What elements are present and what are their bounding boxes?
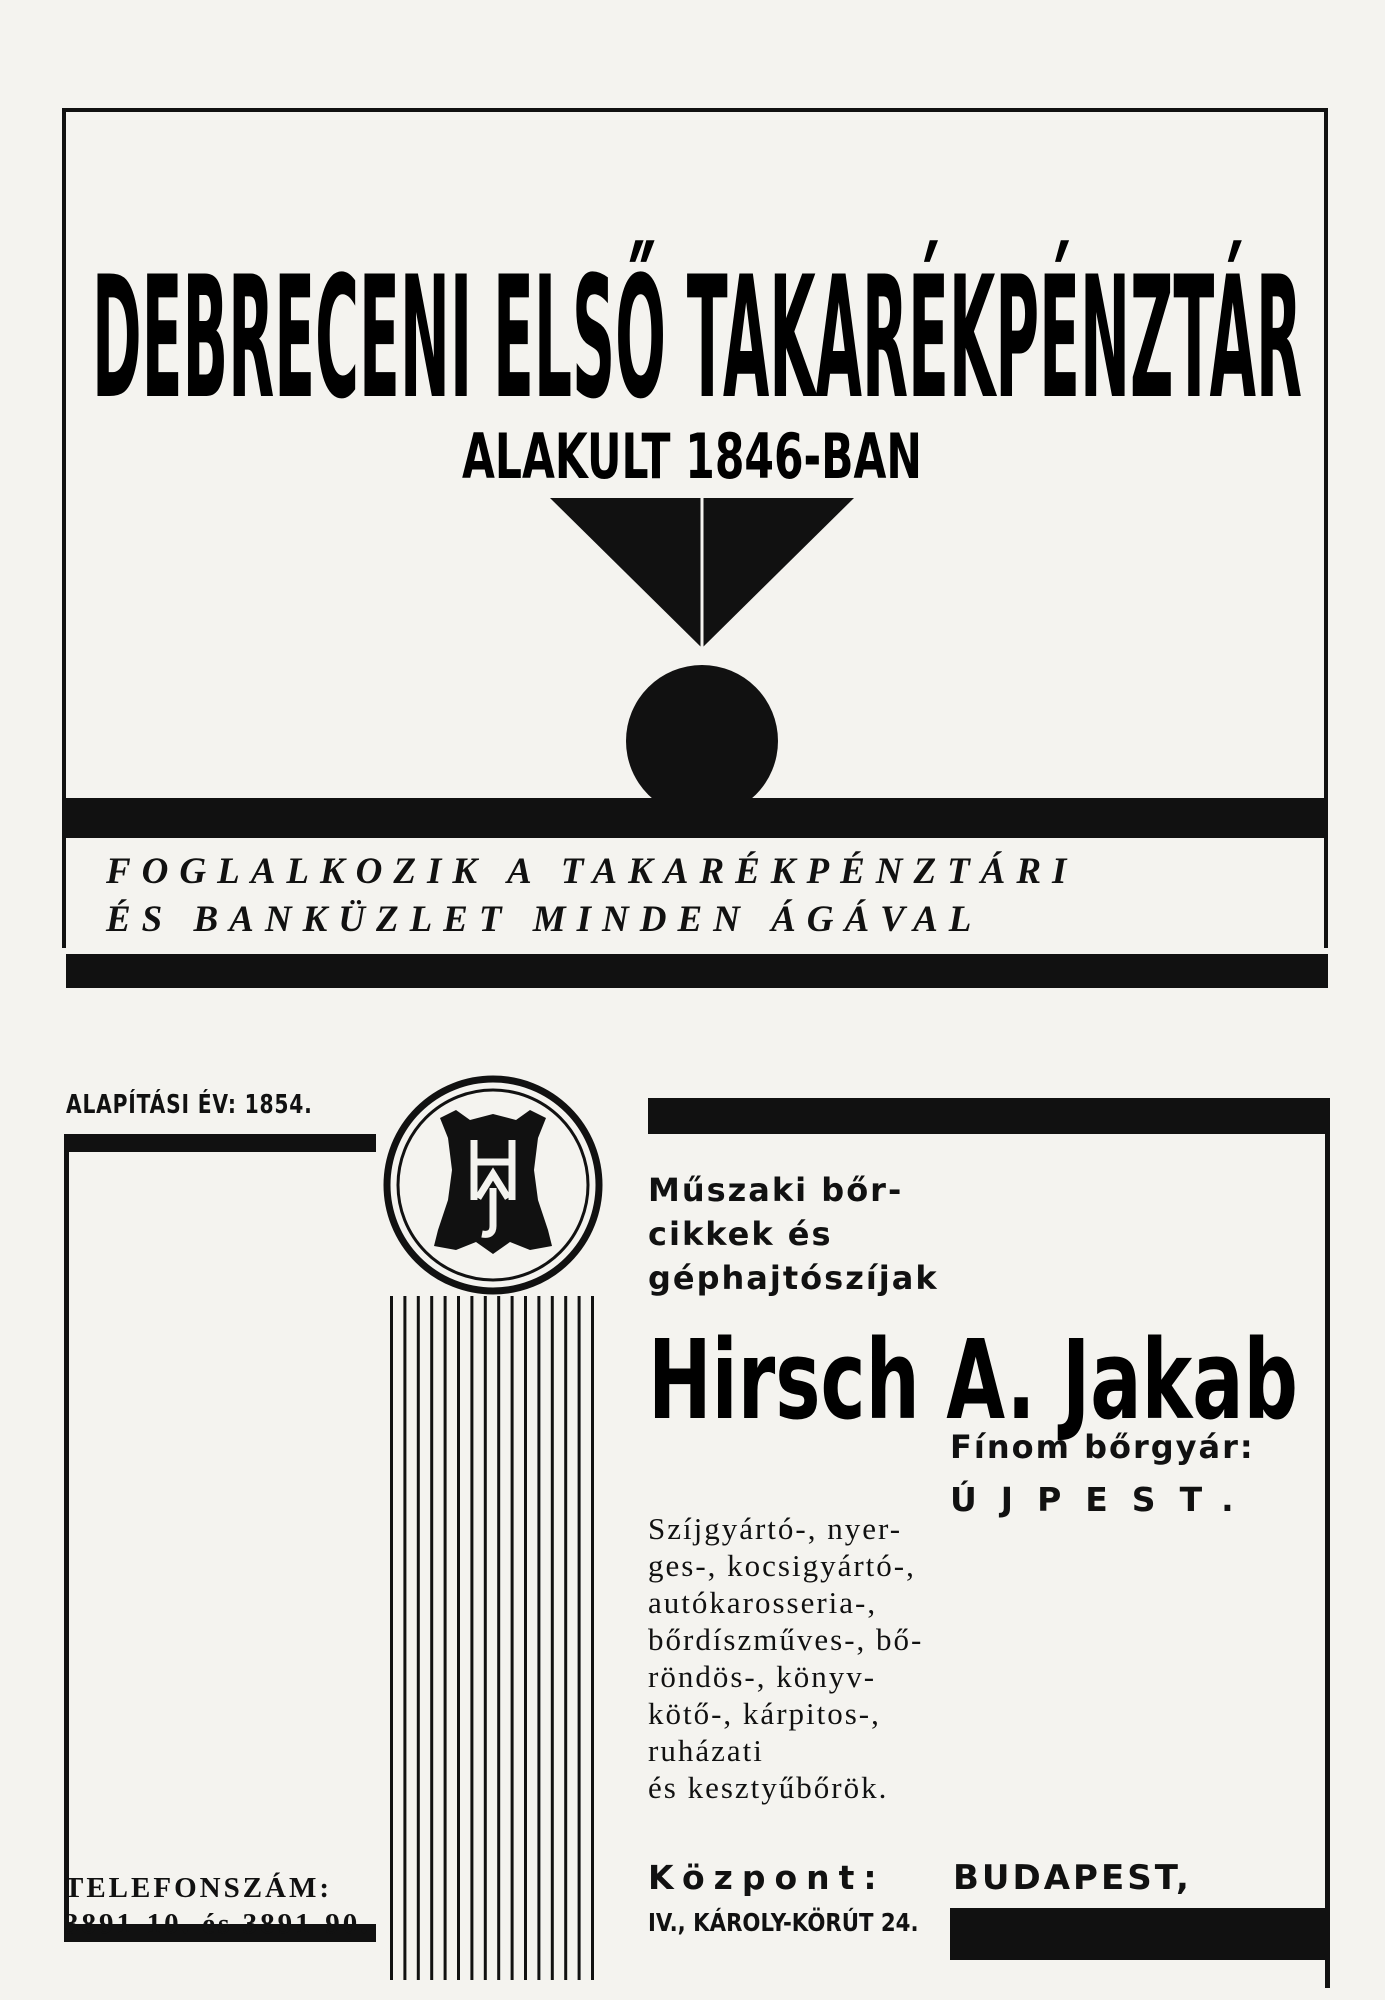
phone-block — [64, 1870, 370, 1942]
stripe-line — [444, 1296, 447, 1980]
stripe-line — [537, 1296, 540, 1980]
svg-text:ALAKULT 1846-BAN: ALAKULT 1846-BAN — [462, 420, 922, 493]
founding-year-advertisement — [64, 1090, 404, 1990]
lower-black-bar — [66, 954, 1328, 988]
stripe-line — [551, 1296, 554, 1980]
stripe-line — [591, 1296, 594, 1980]
goods-line-3: géphajtószíjak — [648, 1259, 939, 1297]
factory-city: ÚJPEST. — [950, 1480, 1258, 1519]
stripe-line — [390, 1296, 393, 1980]
product-line: ges-, kocsigyártó-, — [648, 1548, 916, 1583]
goods-description — [648, 1168, 939, 1300]
frame-top-rule — [62, 108, 1328, 112]
stripe-line — [403, 1296, 406, 1980]
product-line: és kesztyűbőrök. — [648, 1770, 889, 1805]
vertical-stripes — [388, 1296, 602, 1980]
bank-name — [92, 186, 1302, 436]
product-line: kötő-, kárpitos-, — [648, 1696, 881, 1731]
stripe-line — [564, 1296, 567, 1980]
product-line: bőrdíszműves-, bő- — [648, 1622, 924, 1657]
address-black-bar — [950, 1908, 1330, 1960]
svg-text:HAJ: HAJ — [492, 1294, 494, 1295]
top-black-bar — [648, 1098, 1330, 1134]
stripe-line — [578, 1296, 581, 1980]
svg-text:DEBRECENI ELSŐ TAKARÉKPÉNZTÁR: DEBRECENI ELSŐ TAKARÉKPÉNZTÁR — [92, 240, 1302, 436]
right-rule — [1325, 1098, 1330, 1988]
company-name — [648, 1310, 1298, 1444]
headquarters-city: BUDAPEST, — [953, 1858, 1192, 1898]
product-line: ruházati — [648, 1733, 764, 1768]
headquarters-address: IV., KÁROLY-KÖRÚT 24. — [648, 1908, 919, 1937]
stripe-line — [497, 1296, 500, 1980]
stripe-line — [457, 1296, 460, 1980]
phone-numbers: 3891-10. és 3891-90. — [64, 1908, 371, 1940]
founded-date — [462, 410, 922, 493]
goods-line-2: cikkek és — [648, 1215, 833, 1253]
stripe-line — [417, 1296, 420, 1980]
stripe-line — [484, 1296, 487, 1980]
bank-advertisement — [62, 108, 1328, 988]
slogan-line-2: ÉS BANKÜZLET MINDEN ÁGÁVAL — [106, 899, 983, 940]
goods-line-1: Műszaki bőr- — [648, 1171, 904, 1209]
hide-monogram-logo — [378, 1070, 608, 1300]
company-advertisement — [648, 1098, 1330, 1988]
slogan-box — [66, 842, 1324, 950]
slogan-line-1: FOGLALKOZIK A TAKARÉKPÉNZTÁRI — [106, 851, 1078, 892]
stripe-line — [524, 1296, 527, 1980]
factory-label: Fínom bőrgyár: — [950, 1428, 1255, 1466]
stripe-line — [470, 1296, 473, 1980]
product-list — [648, 1510, 923, 1806]
stripe-line — [430, 1296, 433, 1980]
product-line: Szíjgyártó-, nyer- — [648, 1511, 903, 1546]
stripe-line — [511, 1296, 514, 1980]
upper-black-bar — [66, 798, 1328, 838]
product-line: röndös-, könyv- — [648, 1659, 877, 1694]
headquarters-label: Központ: — [648, 1858, 886, 1897]
founding-year: ALAPÍTÁSI ÉV: 1854. — [66, 1090, 313, 1120]
product-line: autókarosseria-, — [648, 1585, 878, 1620]
svg-text:Hirsch A. Jakab: Hirsch A. Jakab — [648, 1316, 1298, 1444]
box-top-bar — [64, 1134, 376, 1152]
phone-label: TELEFONSZÁM: — [64, 1872, 333, 1904]
box-left-rule — [64, 1134, 69, 1924]
